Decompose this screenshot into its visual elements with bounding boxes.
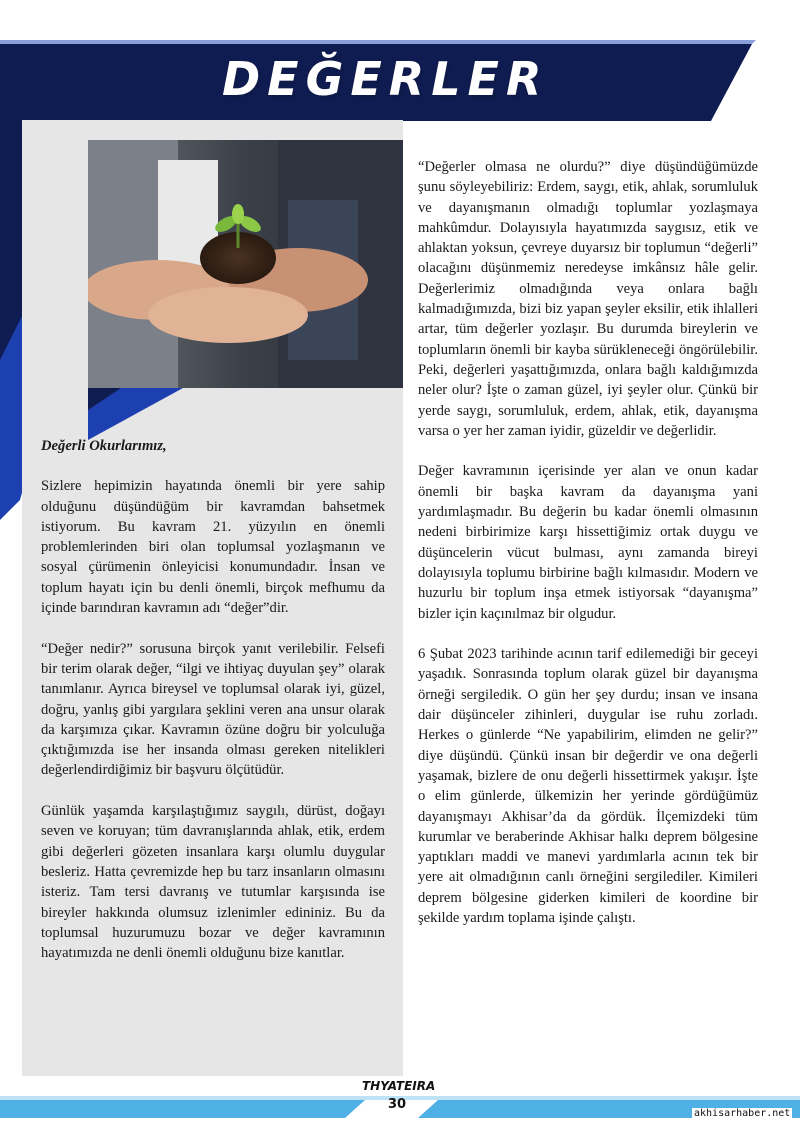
hands-holding-seedling-photo	[88, 140, 403, 388]
paragraph: “Değer nedir?” sorusuna birçok yanıt verilebilir. Felsefi bir terim olarak değer, “ilgi ve ihtiyaç duyulan şey” olarak tanımlanır. Ayrıca bireysel ve toplumsal olarak iyi, güzel, doğru, yanlış gibi yargılara şeklini veren ana unsur olarak da karşımıza çıkar. Kavramın özüne doğru bir yolculuğa çıktığımızda ise her insanda olması gereken nitelikleri değerlendirdiğimiz bir başvuru ölçütüdür.	[41, 640, 385, 779]
magazine-brand: THYATEIRA	[362, 1079, 436, 1093]
article-right-column	[418, 157, 758, 949]
paragraph: Sizlere hepimizin hayatında önemli bir yere sahip olduğunu düşündüğüm bir kavramdan bahsetmek istiyorum. Bu kavram 21. yüzyılın en önemli problemlerinden biri olan toplumsal yozlaşmanın ve sosyal çürümenin önleyicisi konumundadır. İnsan ve toplum hayatı için bu denli önemli, birçok mefhumu da içinde barındıran kavramın adı “değer”dir.	[41, 478, 385, 617]
page-title: DEĞERLER	[222, 52, 549, 106]
footer-stripe-left	[0, 1100, 365, 1118]
header-accent-line	[0, 40, 756, 44]
hands-seedling-photo	[88, 140, 403, 388]
page-number: 30	[388, 1097, 407, 1112]
greeting: Değerli Okurlarımız,	[41, 438, 167, 454]
paragraph: Değer kavramının içerisinde yer alan ve onun kadar önemli bir başka kavram da dayanışma yani yardımlaşmadır. Bu değerin bu kadar önemli olmasının nedeni birbirimize karşı hissettiğimiz ortak duygu ve düşüncelerin vücut bulması, aynı zamanda bireyi dolayısıyla toplumu birbirine bağlı kılmasıdır. Modern ve huzurlu bir toplum inşa etmek istiyorsak “dayanışma” bizler için kaçınılmaz bir olgudur.	[418, 463, 758, 622]
paragraph: “Değerler olmasa ne olurdu?” diye düşündüğümüzde şunu söyleyebiliriz: Erdem, saygı, etik, ahlak, sorumluluk ve dayanışmanın olmadığı toplumlar yozlaşmaya mahkûmdur. Dolayısıyla hayatımızda saygısız, etik ve ahlaktan yoksun, çevreye duyarsız bir toplumun “değerli” olacağını düşünmemiz neredeyse imkânsız hâle gelir. Değerlerimiz olmadığında veya onlara bağlı kalmadığımızda, bizi biz yapan şeyler eksilir, etik ihlalleri artar, tüm değerler yozlaşır. Bu durumda bireylerin ve toplumların önemli bir kayba sürükleneceği öngörülebilir. Peki, değerleri yaşattığımızda, onlara bağlı kaldığımızda neler olur? İşte o zaman güzel, iyi şeyler olur. Çünkü bir yerde saygı, sorumluluk, erdem, ahlak, etik, dayanışma varsa o yer her zaman iyidir, güzeldir ve değerlidir.	[418, 159, 758, 439]
paragraph: Günlük yaşamda karşılaştığımız saygılı, dürüst, doğayı seven ve koruyan; tüm davranışlarında ahlak, etik, erdem gibi değerleri gözeten insanlara karşı olumlu duygular besleriz. Hatta çevremizde hep bu tarz insanların olmasını isteriz. Tam tersi davranış ve tutumlar karşısında ise bireyler hakkında olumsuz izlenimler edininiz. Bu da toplumsal huzurumuzu bozar ve değer kavramının hayatımızda ne denli önemli olduğunu bize kanıtlar.	[41, 803, 385, 962]
paragraph: 6 Şubat 2023 tarihinde acının tarif edilemediği bir geceyi yaşadık. Sonrasında toplum olarak güzel bir dayanışma örneği sergiledik. O gün her şey durdu; insan ve insana dair düşünceler zihinleri, duygular ise ruhu zorladı. Herkes o günlerde “Ne yapabilirim, elimden ne gelir?” diye düşündü. Çünkü insan bir değerdir ve ona değerli yaşamak, bizlere de onu değerli hissettirmek yakışır. İşte o elim günlerde, ülkemizin her yerinde gördüğümüz dayanışmayı Akhisar’da da gördük. İlçemizdeki tüm kurumlar ve beraberinde Akhisar halkı deprem bölgesine yaptıkları maddi ve manevi yardımlarla acının tek bir yere ait olmadığının canlı örneğini sergilediler. Kimileri deprem bölgesine giderken kimileri de koordine bir şekilde yardım toplama işinde çalıştı.	[418, 646, 758, 926]
source-watermark: akhisarhaber.net	[694, 1108, 791, 1119]
article-left-column	[41, 436, 385, 984]
